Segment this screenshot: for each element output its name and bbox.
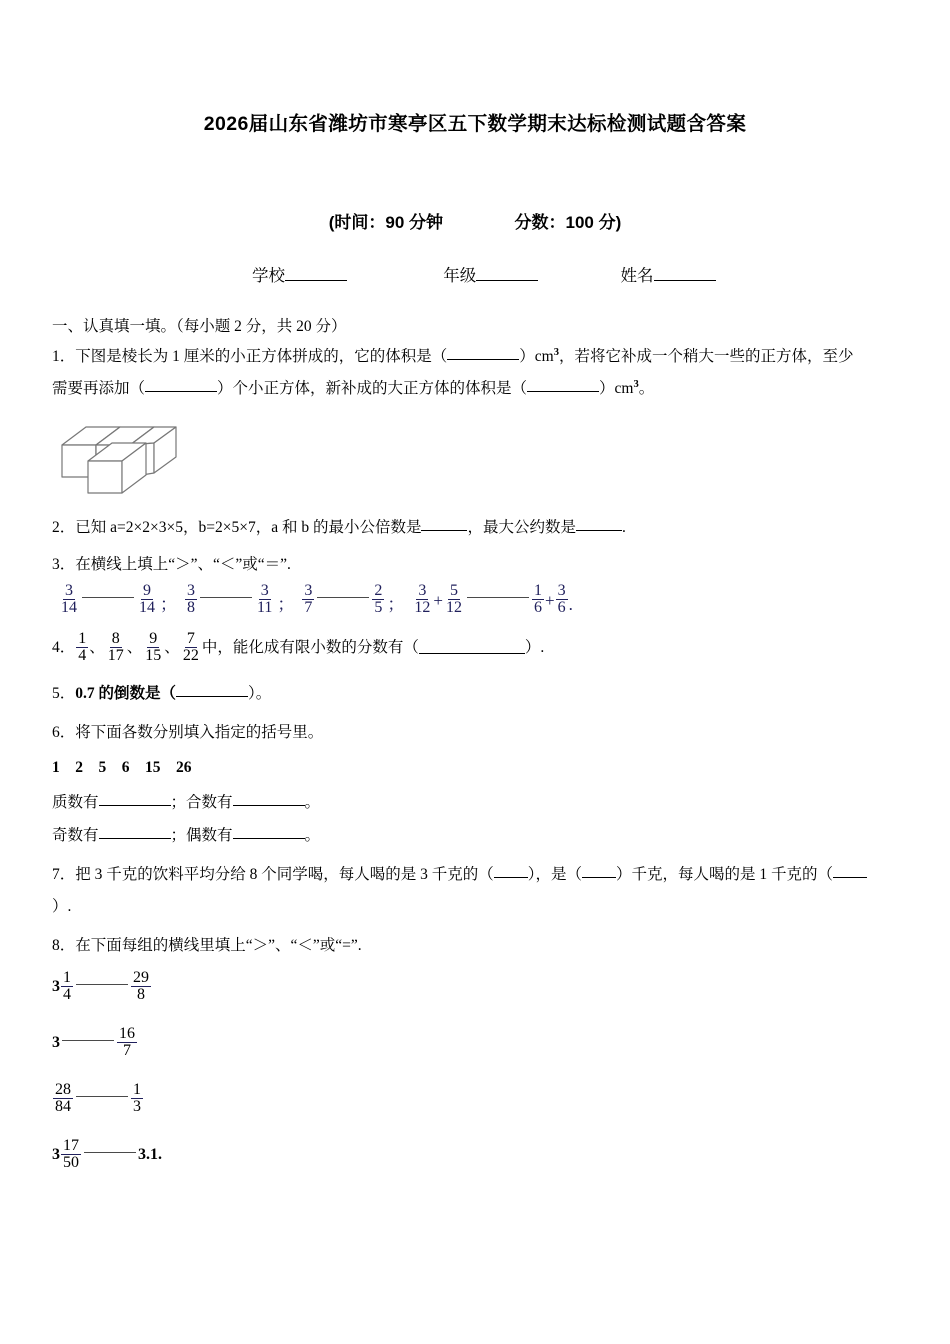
- exam-time-label: (时间：90 分钟: [328, 213, 444, 232]
- separator: ；: [160, 594, 177, 614]
- denominator: 17: [107, 647, 124, 665]
- question-2: [52, 515, 898, 540]
- question-6-text-a: 质数有: [52, 794, 99, 812]
- question-8-number: 8．: [52, 936, 76, 954]
- question-1-number: 1．: [52, 348, 76, 366]
- question-6-line-1: [52, 790, 898, 815]
- question-7-text-c: ）千克，每人喝的是 1 千克的（: [616, 866, 834, 884]
- comparison-blank-3[interactable]: [317, 597, 369, 598]
- question-1: [52, 344, 898, 369]
- denominator: 3: [133, 1098, 141, 1116]
- fraction: [372, 583, 384, 617]
- separator: 、: [126, 639, 143, 657]
- student-fields-row: [52, 262, 898, 286]
- question-7-blank-3[interactable]: [833, 865, 867, 878]
- decimal-value: 3.1.: [138, 1145, 162, 1163]
- denominator: 50: [63, 1154, 79, 1172]
- denominator: 4: [78, 647, 87, 665]
- question-1-sup-2: 3: [633, 378, 639, 390]
- grade-field-blank[interactable]: [476, 267, 538, 281]
- numerator: 3: [187, 582, 195, 599]
- question-7-line-2: [52, 894, 898, 919]
- numerator: 5: [450, 582, 458, 599]
- fraction: [181, 631, 201, 665]
- small-cubes-figure: [58, 411, 898, 497]
- question-6-text-d: 奇数有: [52, 827, 99, 845]
- numerator: 8: [111, 629, 120, 647]
- question-6-line-2: [52, 823, 898, 848]
- question-4-text-a: 中，能化成有限小数的分数有（: [201, 639, 419, 657]
- exam-meta: [52, 208, 898, 233]
- question-2-number: 2．: [52, 518, 76, 536]
- question-7-number: 7．: [52, 866, 76, 884]
- denominator: 14: [139, 599, 155, 617]
- fraction: [61, 970, 73, 1004]
- question-3: [52, 552, 898, 577]
- fraction: [61, 1138, 81, 1172]
- denominator: 22: [182, 647, 199, 665]
- question-6-text-e: ；偶数有: [170, 827, 233, 845]
- question-8-group-2: [52, 1026, 898, 1060]
- plus-sign: +: [433, 590, 443, 610]
- question-8-group-1: [52, 970, 898, 1004]
- school-field-blank[interactable]: [285, 267, 347, 281]
- fraction: [532, 583, 544, 617]
- denominator: 6: [534, 599, 542, 617]
- question-8-blank-4[interactable]: [84, 1152, 136, 1153]
- grade-field-label: 年级: [443, 266, 477, 285]
- question-6: [52, 720, 898, 745]
- comparison-blank-4[interactable]: [467, 597, 529, 598]
- numerator: 17: [63, 1136, 79, 1154]
- numerator: 9: [149, 629, 158, 647]
- numerator: 1: [534, 582, 542, 599]
- fraction: [143, 631, 163, 665]
- question-7: [52, 862, 898, 887]
- question-4-number: 4．: [52, 639, 76, 657]
- question-6-blank-odd[interactable]: [99, 826, 171, 839]
- question-3-comparison-row: [58, 583, 898, 617]
- fraction: [137, 583, 157, 617]
- separator: .: [568, 594, 573, 614]
- question-5-text-a: 0.7 的倒数是（: [75, 684, 177, 702]
- question-1-text-b: ）cm: [519, 348, 554, 366]
- question-3-number: 3．: [52, 555, 76, 573]
- numerator: 3: [304, 582, 313, 599]
- name-field-label: 姓名: [620, 266, 654, 285]
- whole-number: 3: [52, 977, 60, 995]
- question-5-blank[interactable]: [176, 684, 248, 697]
- question-1-text-e: ）个小正方体，新补成的大正方体的体积是（: [217, 379, 528, 397]
- fraction: [131, 1082, 143, 1116]
- question-6-number: 6．: [52, 723, 76, 741]
- numerator: 9: [143, 582, 151, 599]
- cubes-svg: [58, 411, 188, 497]
- question-6-text-b: ；合数有: [170, 794, 233, 812]
- numerator: 1: [78, 629, 87, 647]
- question-7-text-b: ），是（: [527, 866, 583, 884]
- question-6-blank-prime[interactable]: [99, 793, 171, 806]
- whole-number: 3: [52, 1145, 60, 1163]
- denominator: 6: [557, 599, 566, 617]
- denominator: 15: [145, 647, 162, 665]
- denominator: 8: [137, 986, 145, 1004]
- question-1-line2: [52, 376, 898, 401]
- grade-field[interactable]: [443, 262, 538, 286]
- numerator: 1: [63, 968, 71, 986]
- fraction: [76, 631, 88, 665]
- question-6-blank-even[interactable]: [233, 826, 305, 839]
- question-1-blank-1[interactable]: [447, 347, 519, 360]
- denominator: 7: [304, 599, 313, 617]
- denominator: 84: [55, 1098, 71, 1116]
- question-1-blank-3[interactable]: [527, 379, 599, 392]
- question-2-text-a: 已知 a=2×2×3×5，b=2×5×7，a 和 b 的最小公倍数是: [75, 518, 422, 536]
- exam-score-label: 分数：100 分): [514, 213, 622, 232]
- fraction: [106, 631, 126, 665]
- question-2-blank-1[interactable]: [421, 518, 467, 531]
- question-7-blank-2[interactable]: [582, 865, 616, 878]
- school-field[interactable]: [252, 262, 347, 286]
- section-heading: 一、认真填一填。（每小题 2 分，共 20 分）: [52, 318, 347, 335]
- comparison-blank-1[interactable]: [82, 597, 134, 598]
- fraction: [255, 583, 274, 617]
- fraction: [444, 583, 464, 617]
- separator: ；: [277, 594, 295, 614]
- question-6-text-c: 。: [304, 794, 321, 812]
- question-8-blank-3[interactable]: [76, 1096, 128, 1097]
- question-1-text-d: 需要再添加（: [52, 379, 146, 397]
- denominator: 14: [61, 599, 77, 617]
- fraction: [185, 583, 197, 617]
- fraction: [53, 1082, 73, 1116]
- denominator: 12: [446, 599, 462, 617]
- numerator: 2: [374, 582, 383, 599]
- numerator: 7: [186, 629, 195, 647]
- fraction: [131, 970, 151, 1004]
- numerator: 3: [557, 582, 566, 599]
- question-6-blank-composite[interactable]: [233, 793, 305, 806]
- whole-number: 3: [52, 1033, 60, 1051]
- denominator: 7: [123, 1042, 131, 1060]
- question-8-blank-1[interactable]: [76, 984, 128, 985]
- denominator: 8: [187, 599, 195, 617]
- separator: 、: [164, 639, 180, 657]
- question-2-blank-2[interactable]: [576, 518, 622, 531]
- numerator: 3: [65, 582, 73, 599]
- name-field[interactable]: [621, 262, 716, 286]
- question-8-group-3: [52, 1082, 898, 1116]
- question-5-number: 5．: [52, 684, 76, 702]
- denominator: 12: [414, 599, 431, 617]
- numerator: 29: [133, 968, 149, 986]
- school-field-label: 学校: [252, 266, 285, 285]
- comparison-blank-2[interactable]: [200, 597, 252, 598]
- question-1-sup-1: 3: [553, 347, 559, 359]
- question-2-text-b: ，最大公约数是: [467, 518, 576, 536]
- question-8-group-4: [52, 1138, 898, 1172]
- question-8-text: 在下面每组的横线里填上“＞”、“＜”或“=”.: [75, 936, 362, 954]
- separator: 、: [89, 639, 105, 657]
- question-4-blank[interactable]: [419, 641, 525, 654]
- question-2-text-c: .: [621, 518, 626, 536]
- denominator: 5: [374, 599, 383, 617]
- question-8: [52, 933, 898, 958]
- question-1-text-g: 。: [638, 379, 655, 397]
- numerator: 28: [55, 1080, 71, 1098]
- question-7-blank-1[interactable]: [494, 865, 528, 878]
- question-3-text: 在横线上填上“＞”、“＜”或“＝”.: [75, 555, 291, 573]
- question-8-blank-2[interactable]: [62, 1040, 114, 1041]
- question-6-text-f: 。: [304, 827, 321, 845]
- question-1-blank-2[interactable]: [145, 379, 217, 392]
- question-4: [52, 631, 898, 665]
- denominator: 11: [257, 599, 273, 617]
- question-1-text-a: 下图是棱长为 1 厘米的小正方体拼成的，它的体积是（: [75, 348, 448, 366]
- question-4-text-b: ）.: [524, 639, 545, 657]
- question-6-text: 将下面各数分别填入指定的括号里。: [75, 723, 324, 741]
- name-field-blank[interactable]: [654, 267, 716, 281]
- plus-sign: +: [545, 590, 555, 610]
- page-title: 2026届山东省潍坊市寒亭区五下数学期末达标检测试题含答案: [203, 113, 747, 135]
- question-1-text-c: ，若将它补成一个稍大一些的正方体，至少: [558, 348, 854, 366]
- numerator: 16: [119, 1024, 135, 1042]
- question-5-text-b: ）。: [248, 684, 272, 702]
- question-5: [52, 681, 898, 706]
- question-1-text-f: ）cm: [599, 379, 634, 397]
- numerator: 3: [260, 582, 269, 599]
- separator: ；: [387, 594, 405, 614]
- fraction: [302, 583, 314, 617]
- question-6-number-list: 1 2 5 6 15 26: [52, 759, 192, 777]
- denominator: 4: [63, 986, 71, 1004]
- numerator: 1: [133, 1080, 141, 1098]
- question-7-text-a: 把 3 千克的饮料平均分给 8 个同学喝，每人喝的是 3 千克的（: [75, 866, 494, 884]
- question-7-text-d: ）.: [52, 897, 72, 915]
- fraction: [117, 1026, 137, 1060]
- fraction: [556, 583, 568, 617]
- numerator: 3: [418, 582, 427, 599]
- fraction: [59, 583, 79, 617]
- fraction: [412, 583, 432, 617]
